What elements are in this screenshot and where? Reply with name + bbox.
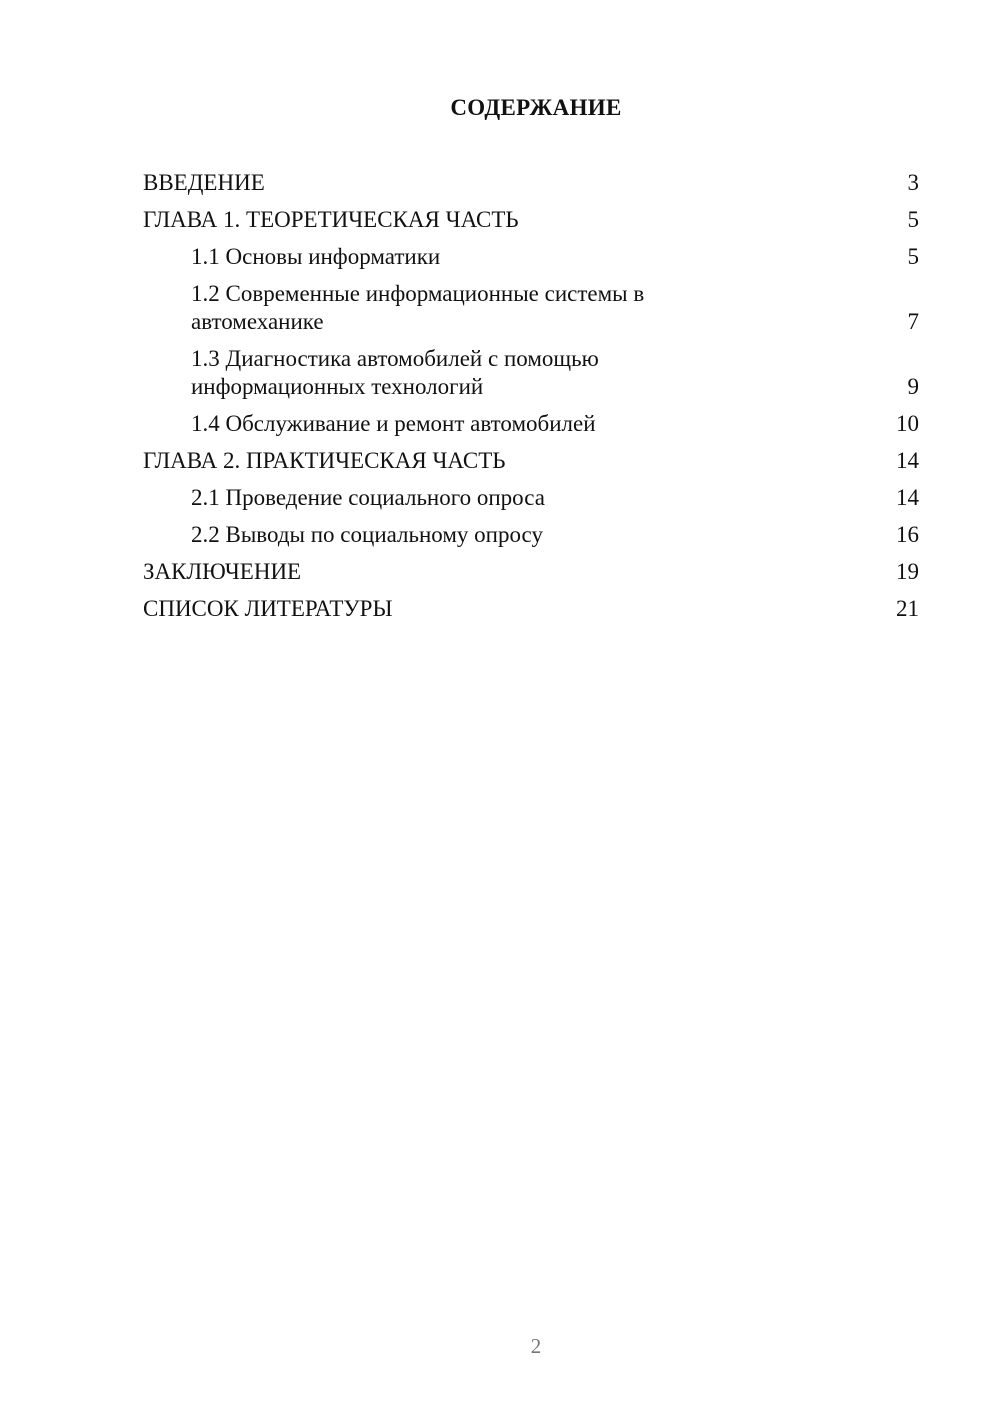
toc-entry-section-2-1[interactable] <box>143 484 919 512</box>
toc-entry-page: 5 <box>907 244 919 269</box>
toc-entry-section-1-4[interactable] <box>143 410 919 438</box>
toc-entry-label: ЗАКЛЮЧЕНИЕ <box>143 559 302 584</box>
toc-entry-page: 19 <box>896 559 919 584</box>
toc-entry-label: ГЛАВА 2. ПРАКТИЧЕСКАЯ ЧАСТЬ <box>143 448 506 473</box>
toc-entry-page: 16 <box>896 522 919 547</box>
toc-entry-label: ВВЕДЕНИЕ <box>143 170 265 195</box>
toc-entry-chapter-1[interactable] <box>143 206 919 234</box>
toc-entry-introduction[interactable] <box>143 169 919 197</box>
toc-entry-label: 1.3 Диагностика автомобилей с помощью информационных технологий <box>191 346 599 399</box>
toc-heading: СОДЕРЖАНИЕ <box>450 95 622 120</box>
toc-entry-page: 9 <box>907 374 919 399</box>
toc-entry-bibliography[interactable] <box>143 595 919 623</box>
toc-entry-page: 3 <box>907 170 919 195</box>
toc-entry-section-1-3[interactable] <box>143 345 919 401</box>
toc-entry-label: СПИСОК ЛИТЕРАТУРЫ <box>143 596 393 621</box>
toc-entry-chapter-2[interactable] <box>143 447 919 475</box>
toc-entry-page: 21 <box>896 596 919 621</box>
toc-entry-section-1-2[interactable] <box>143 280 919 336</box>
toc-entry-page: 7 <box>907 309 919 334</box>
toc-entry-section-1-1[interactable] <box>143 243 919 271</box>
toc-entry-label: 2.1 Проведение социального опроса <box>191 485 545 510</box>
toc-entry-page: 14 <box>896 448 919 473</box>
table-of-contents <box>143 169 919 632</box>
toc-entry-page: 10 <box>896 411 919 436</box>
toc-entry-page: 14 <box>896 485 919 510</box>
toc-entry-page: 5 <box>907 207 919 232</box>
toc-entry-label: 1.1 Основы информатики <box>191 244 441 269</box>
page-number: 2 <box>530 1334 542 1358</box>
toc-entry-label: 2.2 Выводы по социальному опросу <box>191 522 543 547</box>
toc-entry-conclusion[interactable] <box>143 558 919 586</box>
toc-entry-label: 1.4 Обслуживание и ремонт автомобилей <box>191 411 596 436</box>
toc-entry-section-2-2[interactable] <box>143 521 919 549</box>
toc-entry-label: ГЛАВА 1. ТЕОРЕТИЧЕСКАЯ ЧАСТЬ <box>143 207 519 232</box>
toc-entry-label: 1.2 Современные информационные системы в автомеханике <box>191 281 645 334</box>
